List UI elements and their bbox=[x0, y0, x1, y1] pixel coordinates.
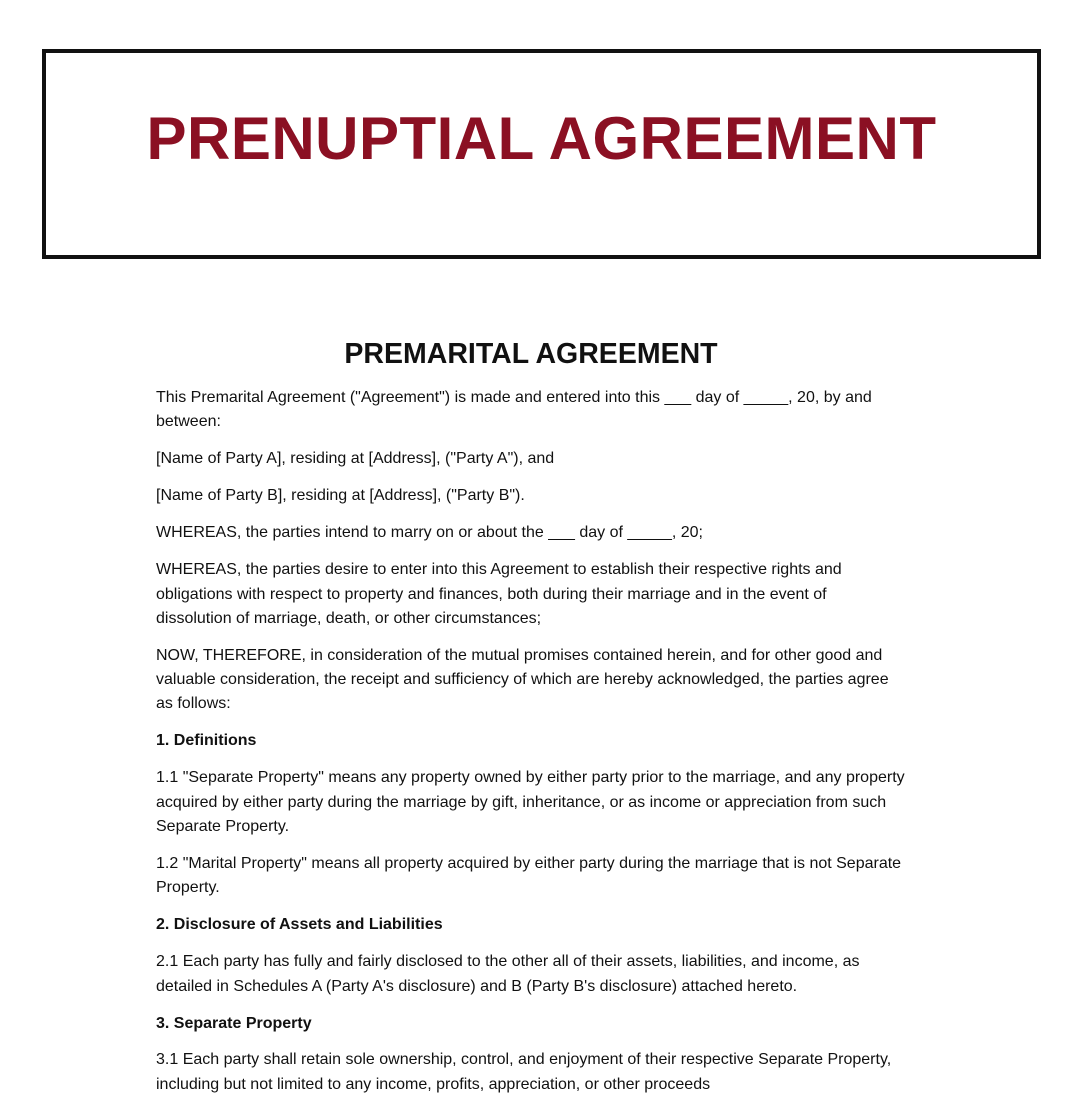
section-heading: 1. Definitions bbox=[156, 732, 257, 750]
title-banner bbox=[42, 49, 1041, 259]
paragraph: NOW, THEREFORE, in consideration of the mutual promises contained herein, and for other good and valuable consideration, the receipt and sufficiency of which are hereby acknowledged, the parties agree as follows: bbox=[156, 646, 889, 713]
paragraph: [Name of Party B], residing at [Address], ("Party B"). bbox=[156, 487, 525, 505]
paragraph: WHEREAS, the parties desire to enter into this Agreement to establish their respective rights and obligations with respect to property and finances, both during their marriage and in the event of dissolution of marriage, death, or other circumstances; bbox=[156, 561, 842, 627]
paragraph: [Name of Party A], residing at [Address], ("Party A"), and bbox=[156, 450, 555, 468]
paragraph: 1.2 "Marital Property" means all property acquired by either party during the marriage that is not Separate Property. bbox=[156, 854, 902, 897]
paragraph: 3.1 Each party shall retain sole ownership, control, and enjoyment of their respective Separate Property, including but not limited to any income, profits, appreciation, or other proceeds bbox=[156, 1051, 892, 1093]
section-heading: 3. Separate Property bbox=[156, 1014, 312, 1032]
paragraph: 1.1 "Separate Property" means any property owned by either party prior to the marriage, and any property acquired by either party during the marriage by gift, inheritance, or as income or appreciation from such Separate Property. bbox=[156, 769, 905, 835]
document-body bbox=[156, 336, 906, 1110]
paragraph: WHEREAS, the parties intend to marry on or about the ___ day of _____, 20; bbox=[156, 524, 703, 542]
paragraph: This Premarital Agreement ("Agreement") is made and entered into this ___ day of _____, 20, by and between: bbox=[156, 389, 872, 431]
paragraph: 2.1 Each party has fully and fairly disclosed to the other all of their assets, liabilities, and income, as detailed in Schedules A (Party A's disclosure) and B (Party B's disclosure) attached hereto. bbox=[156, 953, 860, 995]
document-title: PREMARITAL AGREEMENT bbox=[344, 338, 718, 370]
banner-title: PRENUPTIAL AGREEMENT bbox=[146, 104, 937, 172]
section-heading: 2. Disclosure of Assets and Liabilities bbox=[156, 916, 443, 934]
